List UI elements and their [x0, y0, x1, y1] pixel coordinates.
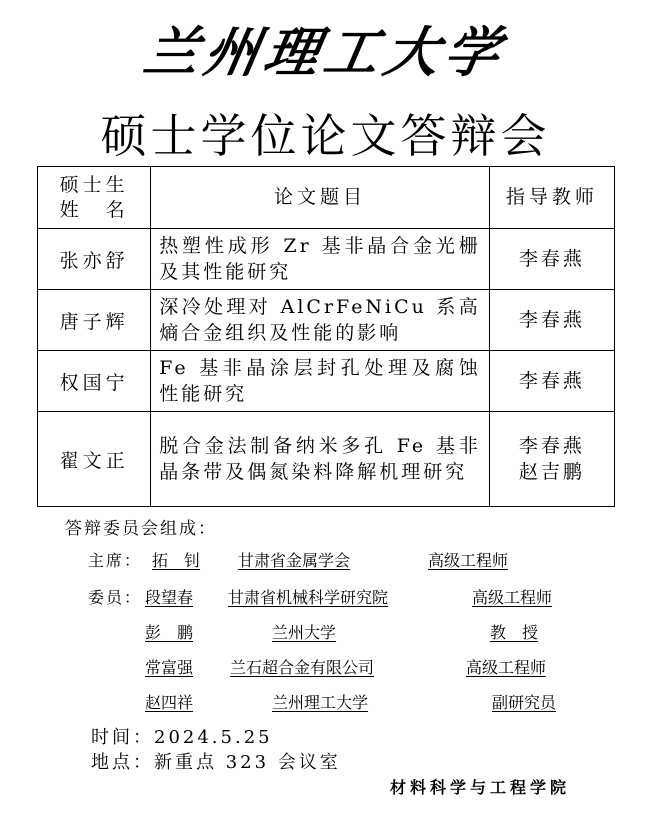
committee-member-row	[0, 692, 651, 714]
member-rank: 高级工程师	[466, 658, 547, 677]
defense-time	[91, 723, 273, 749]
chair-label: 主席：	[88, 551, 143, 570]
advisor	[489, 351, 614, 412]
chair-org: 甘肃省金属学会	[238, 551, 351, 570]
thesis-title: Fe 基非晶涂层封孔处理及腐蚀性能研究	[151, 351, 490, 412]
place-value: 新重点 323 会议室	[154, 752, 341, 773]
table-header-row	[38, 167, 615, 229]
member-name: 彭 鹏	[145, 623, 194, 642]
student-name: 权国宁	[38, 351, 151, 412]
committee-chair-row	[0, 550, 651, 572]
student-name: 张亦舒	[38, 229, 151, 290]
member-rank: 教 授	[490, 623, 539, 642]
thesis-table	[37, 166, 615, 507]
header-advisor: 指导教师	[489, 167, 614, 229]
member-name: 赵四祥	[145, 693, 194, 712]
member-org: 兰州理工大学	[272, 693, 369, 712]
committee-heading: 答辩委员会组成：	[65, 519, 217, 539]
committee-member-row	[0, 622, 651, 644]
member-org: 甘肃省机械科学研究院	[228, 588, 389, 607]
table-row	[38, 229, 615, 290]
header-name-line2: 姓 名	[59, 198, 129, 221]
member-name: 常富强	[145, 658, 194, 677]
header-thesis-title: 论文题目	[151, 167, 490, 229]
table-row	[38, 290, 615, 351]
member-label: 委员：	[88, 588, 143, 607]
student-name: 翟文正	[38, 412, 151, 507]
member-org: 兰州大学	[272, 623, 337, 642]
place-label: 地点：	[91, 752, 154, 773]
time-value: 2024.5.25	[154, 727, 273, 748]
header-student-name	[38, 167, 151, 229]
advisor-name-second: 赵吉鹏	[518, 461, 585, 483]
member-rank: 副研究员	[492, 693, 557, 712]
member-org: 兰石超合金有限公司	[230, 658, 375, 677]
school-name: 材料科学与工程学院	[390, 778, 571, 797]
thesis-title: 深冷处理对 AlCrFeNiCu 系高熵合金组织及性能的影响	[151, 290, 490, 351]
advisor	[489, 290, 614, 351]
university-logo: 兰州理工大学	[139, 20, 511, 84]
advisor-name: 李春燕	[518, 309, 585, 331]
advisor-name: 李春燕	[518, 248, 585, 270]
advisor-name: 李春燕	[518, 370, 585, 392]
time-label: 时间：	[91, 727, 154, 748]
member-rank: 高级工程师	[472, 588, 553, 607]
chair-rank: 高级工程师	[428, 551, 509, 570]
defense-place	[91, 748, 341, 774]
thesis-title: 热塑性成形 Zr 基非晶合金光栅及其性能研究	[151, 229, 490, 290]
header-name-line1: 硕士生	[59, 173, 129, 196]
page-title: 硕士学位论文答辩会	[100, 109, 551, 163]
thesis-title: 脱合金法制备纳米多孔 Fe 基非晶条带及偶氮染料降解机理研究	[151, 412, 490, 507]
member-name: 段望春	[145, 588, 194, 607]
committee-member-row	[0, 587, 651, 609]
advisor-name: 李春燕	[518, 435, 585, 457]
student-name: 唐子辉	[38, 290, 151, 351]
table-row	[38, 412, 615, 507]
advisor	[489, 229, 614, 290]
chair-name: 拓 钊	[152, 551, 201, 570]
table-row	[38, 351, 615, 412]
advisor	[489, 412, 614, 507]
committee-member-row	[0, 657, 651, 679]
